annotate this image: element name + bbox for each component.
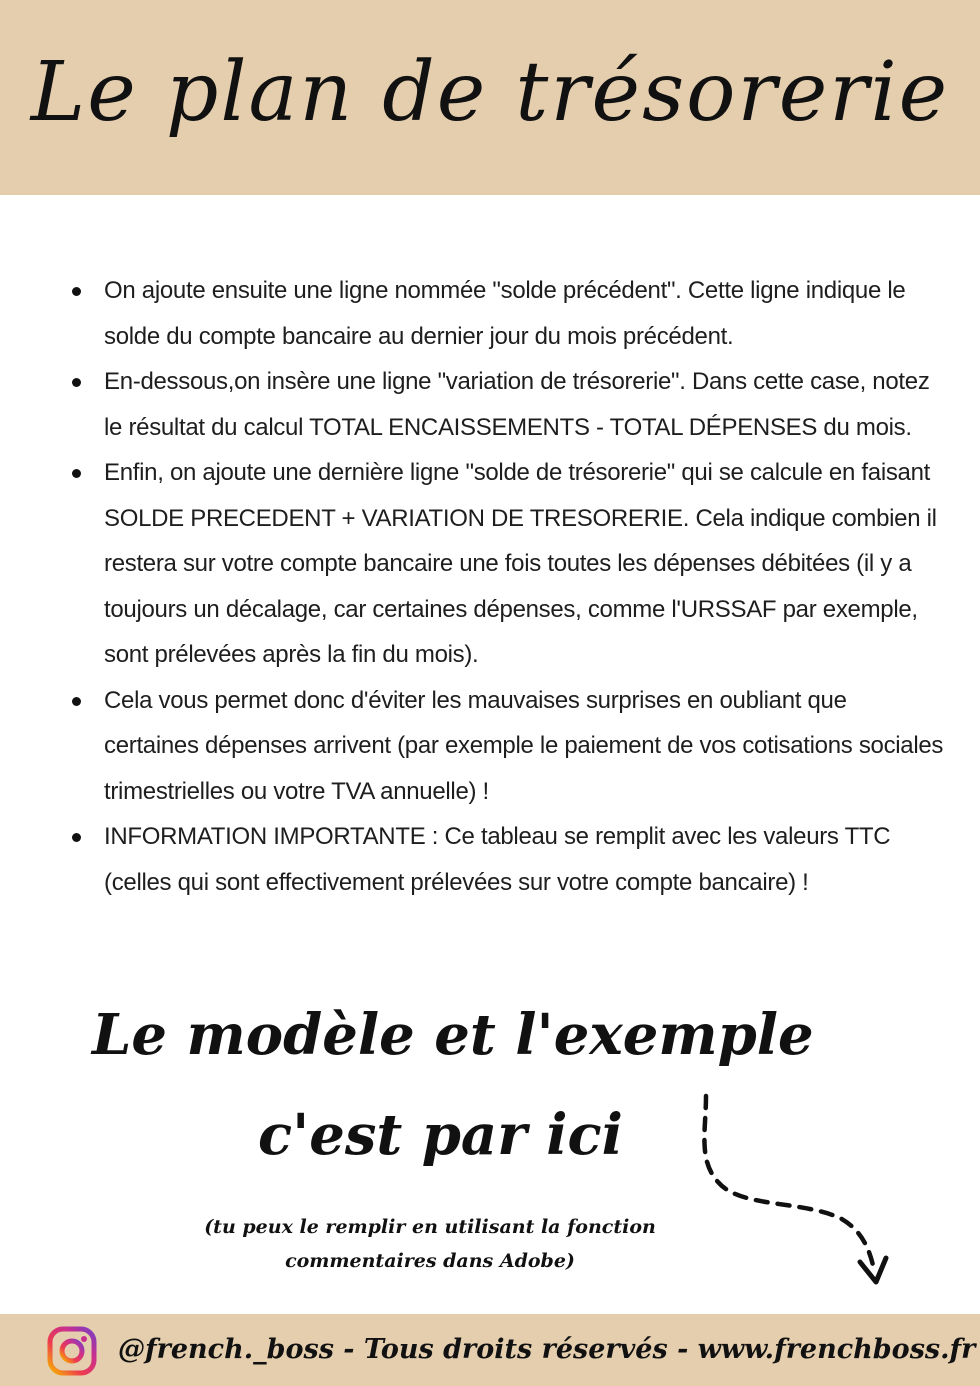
list-item <box>64 678 944 815</box>
bullet-text: INFORMATION IMPORTANTE : Ce tableau se remplit avec les valeurs TTC (celles qui sont effectivement prélevées sur votre compte bancaire) ! <box>104 823 891 896</box>
bullet-dot <box>72 697 81 706</box>
list-item <box>64 450 944 678</box>
cta-note-line1: (tu peux le remplir en utilisant la fonction <box>204 1216 656 1238</box>
bullet-dot <box>72 287 81 296</box>
footer-credits: @french._boss - Tous droits réservés - www.frenchboss.fr <box>118 1334 976 1365</box>
cta-note-line2: commentaires dans Adobe) <box>285 1250 575 1272</box>
bullet-text: En-dessous,on insère une ligne "variation de trésorerie". Dans cette case, notez le résultat du calcul TOTAL ENCAISSEMENTS - TOTAL DÉPENSES du mois. <box>104 368 930 441</box>
bullet-text: Cela vous permet donc d'éviter les mauvaises surprises en oubliant que certaines dépenses arrivent (par exemple le paiement de vos cotisations sociales trimestrielles ou votre TVA annuelle) ! <box>104 686 944 805</box>
bullet-list <box>64 268 944 905</box>
instagram-icon[interactable] <box>46 1325 98 1377</box>
cta-heading-line1: Le modèle et l'exemple <box>92 1002 814 1068</box>
cta-note <box>200 1210 660 1278</box>
bullet-text: On ajoute ensuite une ligne nommée "solde précédent". Cette ligne indique le solde du compte bancaire au dernier jour du mois précédent. <box>104 277 906 350</box>
bullet-dot <box>72 833 81 842</box>
bullet-dot <box>72 469 81 478</box>
page-title: Le plan de trésorerie <box>30 45 950 140</box>
dashed-arrow-icon <box>690 1090 900 1290</box>
list-item <box>64 359 944 450</box>
cta-heading-line2: c'est par ici <box>258 1102 623 1168</box>
bullet-text: Enfin, on ajoute une dernière ligne "solde de trésorerie" qui se calcule en faisant SOLDE PRECEDENT + VARIATION DE TRESORERIE. Cela indique combien il restera sur votre compte bancaire une fois toutes les dépenses débitées (il y a toujours un décalage, car certaines dépenses, comme l'URSSAF par exemple, sont prélevées après la fin du mois). <box>104 459 937 668</box>
list-item <box>64 814 944 905</box>
bullet-dot <box>72 378 81 387</box>
list-item <box>64 268 944 359</box>
